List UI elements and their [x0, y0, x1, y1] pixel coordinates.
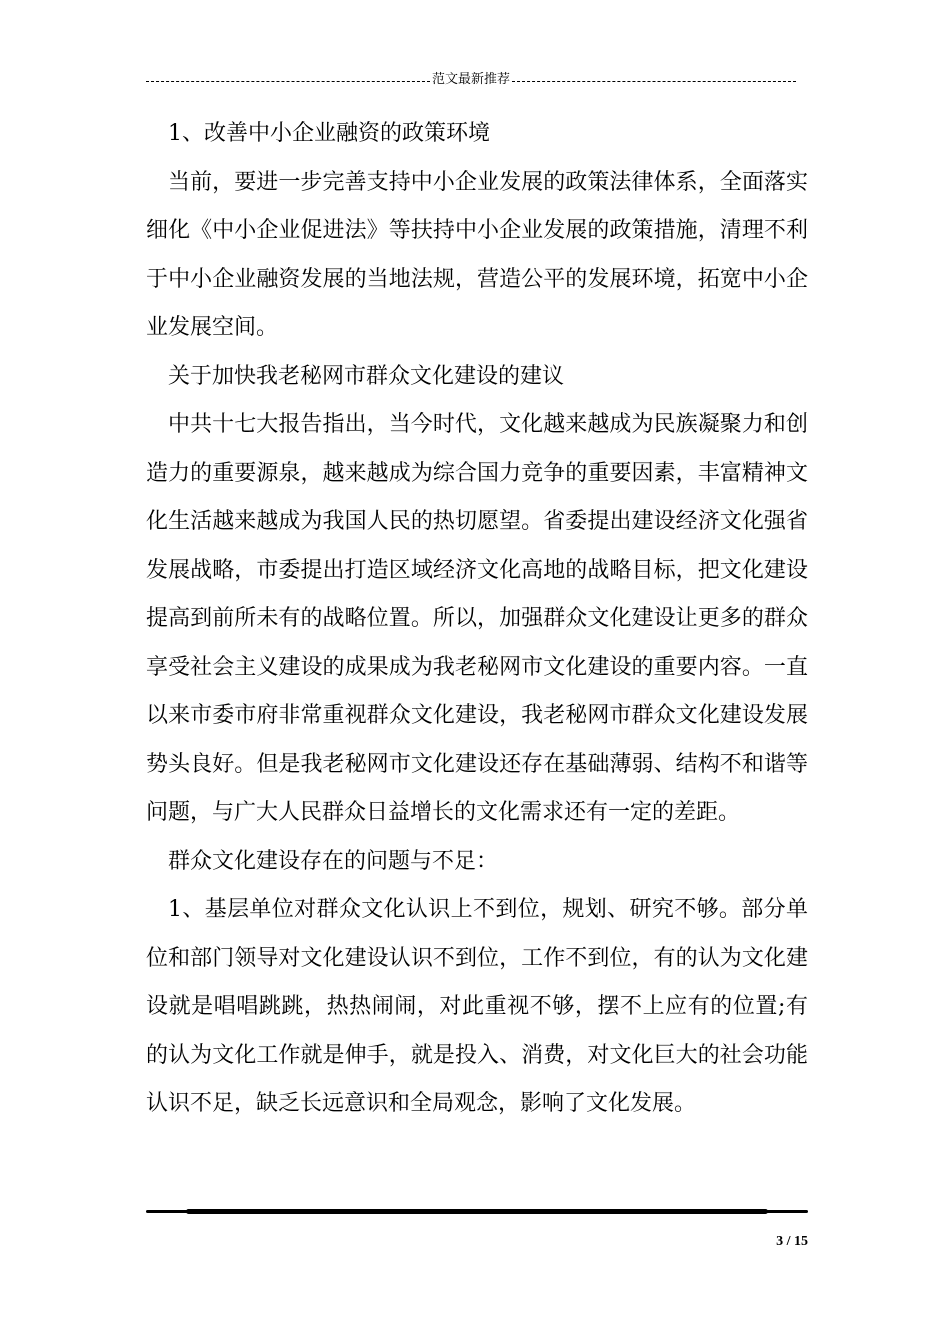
header-dash-right	[512, 81, 796, 82]
document-body	[146, 110, 808, 1129]
footer-rule	[146, 1210, 808, 1213]
paragraph-policy: 当前，要进一步完善支持中小企业发展的政策法律体系，全面落实细化《中小企业促进法》等扶持中小企业发展的政策措施，清理不利于中小企业融资发展的当地法规，营造公平的发展环境，拓宽中小企业发展空间。	[146, 169, 808, 340]
section-heading-culture: 关于加快我老秘网市群众文化建设的建议	[168, 363, 565, 389]
page-header	[146, 68, 796, 92]
header-title: 范文最新推荐	[432, 72, 511, 87]
paragraph-problem-1: 1、基层单位对群众文化认识上不到位，规划、研究不够。部分单位和部门领导对文化建设认识不到位，工作不到位，有的认为文化建设就是唱唱跳跳，热热闹闹，对此重视不够，摆不上应有的位置;有的认为文化工作就是伸手，就是投入、消费，对文化巨大的社会功能认识不足，缺乏长远意识和全局观念，影响了文化发展。	[146, 897, 808, 1116]
page-number: 3 / 15	[776, 1234, 808, 1249]
section-heading-policy: 1、改善中小企业融资的政策环境	[168, 121, 490, 146]
section-heading-problems: 群众文化建设存在的问题与不足：	[168, 848, 499, 874]
header-dash-left	[146, 81, 430, 82]
paragraph-culture: 中共十七大报告指出，当今时代，文化越来越成为民族凝聚力和创造力的重要源泉，越来越成为综合国力竞争的重要因素，丰富精神文化生活越来越成为我国人民的热切愿望。省委提出建设经济文化强省发展战略，市委提出打造区域经济文化高地的战略目标，把文化建设提高到前所未有的战略位置。所以，加强群众文化建设让更多的群众享受社会主义建设的成果成为我老秘网市文化建设的重要内容。一直以来市委市府非常重视群众文化建设，我老秘网市群众文化建设发展势头良好。但是我老秘网市文化建设还存在基础薄弱、结构不和谐等问题，与广大人民群众日益增长的文化需求还有一定的差距。	[146, 412, 808, 825]
